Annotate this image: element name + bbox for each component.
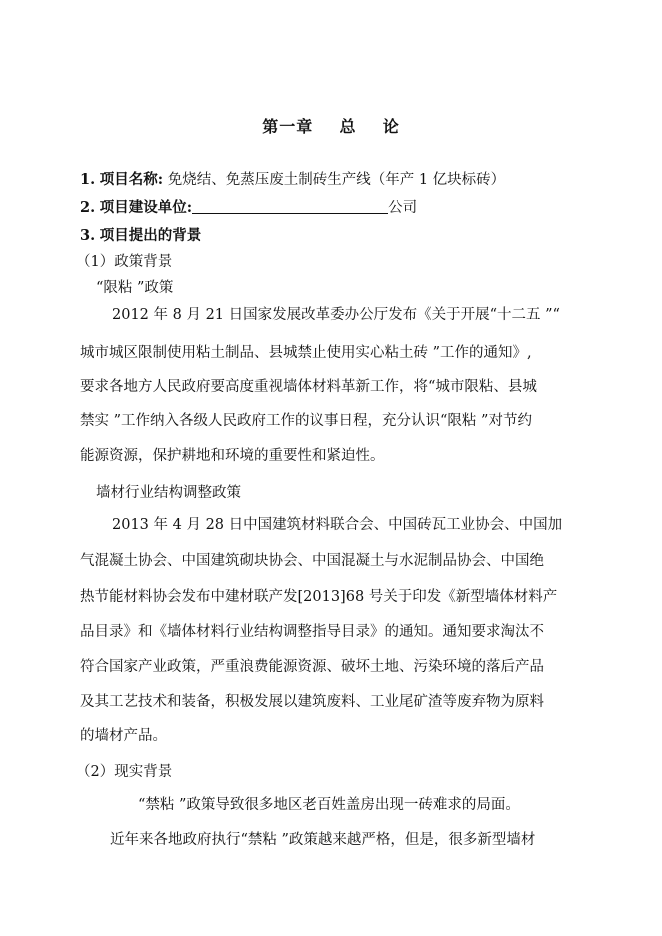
para-line: 符合国家产业政策，严重浪费能源资源、破坏土地、污染环境的落后产品 <box>80 659 544 675</box>
section1-heading: （1）政策背景 <box>76 254 173 270</box>
item-suffix: 公司 <box>388 200 418 216</box>
item-value: 免烧结、免蒸压废土制砖生产线（年产 1 亿块标砖） <box>167 172 506 188</box>
item-label: 项目建设单位: <box>99 199 193 216</box>
blank-underline <box>192 199 388 214</box>
para-line: 气混凝土协会、中国建筑砌块协会、中国混凝土与水泥制品协会、中国绝 <box>80 553 544 569</box>
para-line: 近年来各地政府执行“禁粘 ”政策越来越严格，但是，很多新型墙材 <box>110 832 536 848</box>
section1-sub1: “限粘 ”政策 <box>96 280 174 296</box>
para-line: 2013 年 4 月 28 日中国建筑材料联合会、中国砖瓦工业协会、中国加 <box>112 517 563 533</box>
item-label: 项目名称: <box>99 171 164 188</box>
section2-sub1: “禁粘 ”政策导致很多地区老百姓盖房出现一砖难求的局面。 <box>138 797 520 813</box>
para-line: 品目录》和《墙体材料行业结构调整指导目录》的通知。通知要求淘汰不 <box>80 624 544 640</box>
section2-heading: （2）现实背景 <box>76 764 173 780</box>
item-project-name <box>80 170 580 190</box>
item-construction-unit <box>80 198 580 218</box>
para-line: 禁实 ”工作纳入各级人民政府工作的议事日程，充分认识“限粘 ”对节约 <box>80 413 532 429</box>
para-line: 要求各地方人民政府要高度重视墙体材料革新工作，将“城市限粘、县城 <box>80 379 537 395</box>
para-line: 能源资源，保护耕地和环境的重要性和紧迫性。 <box>80 448 385 464</box>
item-number: 3. <box>80 227 96 244</box>
para-line: 城市城区限制使用粘土制品、县城禁止使用实心粘土砖 ”工作的通知》, <box>80 345 532 361</box>
para-line: 及其工艺技术和装备，积极发展以建筑废料、工业尾矿渣等废弃物为原料 <box>80 694 544 710</box>
item-label: 项目提出的背景 <box>99 227 202 244</box>
para-line: 的墙材产品。 <box>80 728 167 744</box>
section1-sub2: 墙材行业结构调整政策 <box>96 485 241 501</box>
item-number: 1. <box>80 171 96 188</box>
chapter-title: 第一章 总 论 <box>262 117 400 136</box>
para-line: 2012 年 8 月 21 日国家发展改革委办公厅发布《关于开展“十二五 ”“ <box>112 307 560 323</box>
item-background <box>80 226 580 246</box>
para-line: 热节能材料协会发布中建材联产发[2013]68 号关于印发《新型墙体材料产 <box>80 589 558 605</box>
item-number: 2. <box>80 199 96 216</box>
